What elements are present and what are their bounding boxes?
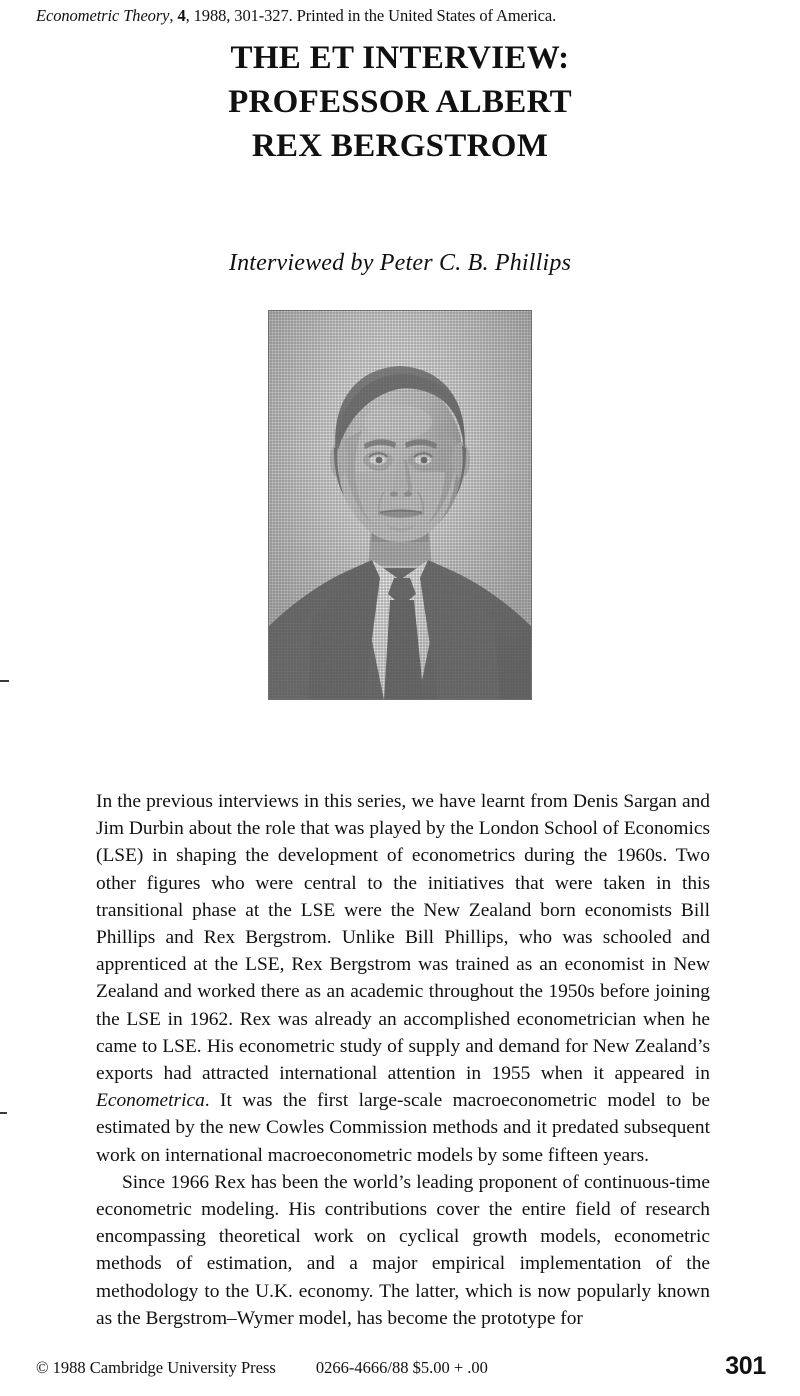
running-head-details: , 1988, 301-327. Printed in the United States of America. bbox=[185, 6, 557, 25]
copyright-notice: © 1988 Cambridge University Press bbox=[36, 1358, 276, 1377]
title-line-3: REX BERGSTROM bbox=[251, 128, 549, 164]
article-title bbox=[0, 36, 800, 168]
para1-run-3: . It was the first large-scale macroeconometric model to be estimated by the new Cowles Commission methods and it predated subsequent work on international macroeconometric models by some fifteen years. bbox=[96, 1090, 710, 1166]
footer-imprint bbox=[36, 1357, 488, 1379]
para1-run-1: In the previous interviews in this series, we have learnt from Denis Sargan and Jim Durbin about the role that was played by the London School of Economics (LSE) in shaping the development of econometrics during the 1960s. Two other figures who were central to the initiatives that were taken in this transitional phase at the LSE were the New Zealand born economists Bill Phillips and Rex Bergstrom. Unlike Bill Phillips, who was schooled and apprenticed at the LSE, Rex Bergstrom was trained as an economist in New Zealand and worked there as an academic throughout the 1950s before joining the LSE in 1962. Rex was already an accomplished econometrician when he came to LSE. His econometric study of supply and demand for New Zealand’s exports had attracted international attention in 1955 when it appeared in bbox=[96, 791, 710, 1085]
page-number: 301 bbox=[725, 1352, 766, 1380]
title-line-1: THE ET INTERVIEW: bbox=[230, 40, 570, 76]
body-paragraph-1 bbox=[96, 788, 710, 1169]
body-paragraph-2 bbox=[96, 1169, 710, 1332]
byline: Interviewed by Peter C. B. Phillips bbox=[228, 250, 572, 276]
scan-artifact-upper bbox=[0, 680, 9, 682]
article-body bbox=[96, 788, 710, 1332]
portrait-photo bbox=[268, 310, 532, 700]
running-head-separator: , bbox=[169, 6, 178, 25]
para2-run-1: Since 1966 Rex has been the world’s leading proponent of continuous-time econometric modeling. His contributions cover the entire field of research encompassing theoretical work on cyclical growth models, econometric methods of estimation, and a major empirical implementation of the methodology to the U.K. economy. The latter, which is now popularly known as the Bergstrom–Wymer model, has become the prototype for bbox=[96, 1171, 710, 1329]
para1-journal-name: Econometrica bbox=[96, 1090, 205, 1112]
running-head-volume: 4 bbox=[177, 6, 186, 25]
issn-pricing-code: 0266-4666/88 $5.00 + .00 bbox=[315, 1358, 488, 1377]
scan-artifact-lower bbox=[0, 1112, 7, 1114]
title-line-2: PROFESSOR ALBERT bbox=[228, 84, 572, 120]
running-head-journal-title: Econometric Theory bbox=[36, 6, 170, 25]
running-head bbox=[36, 6, 766, 26]
